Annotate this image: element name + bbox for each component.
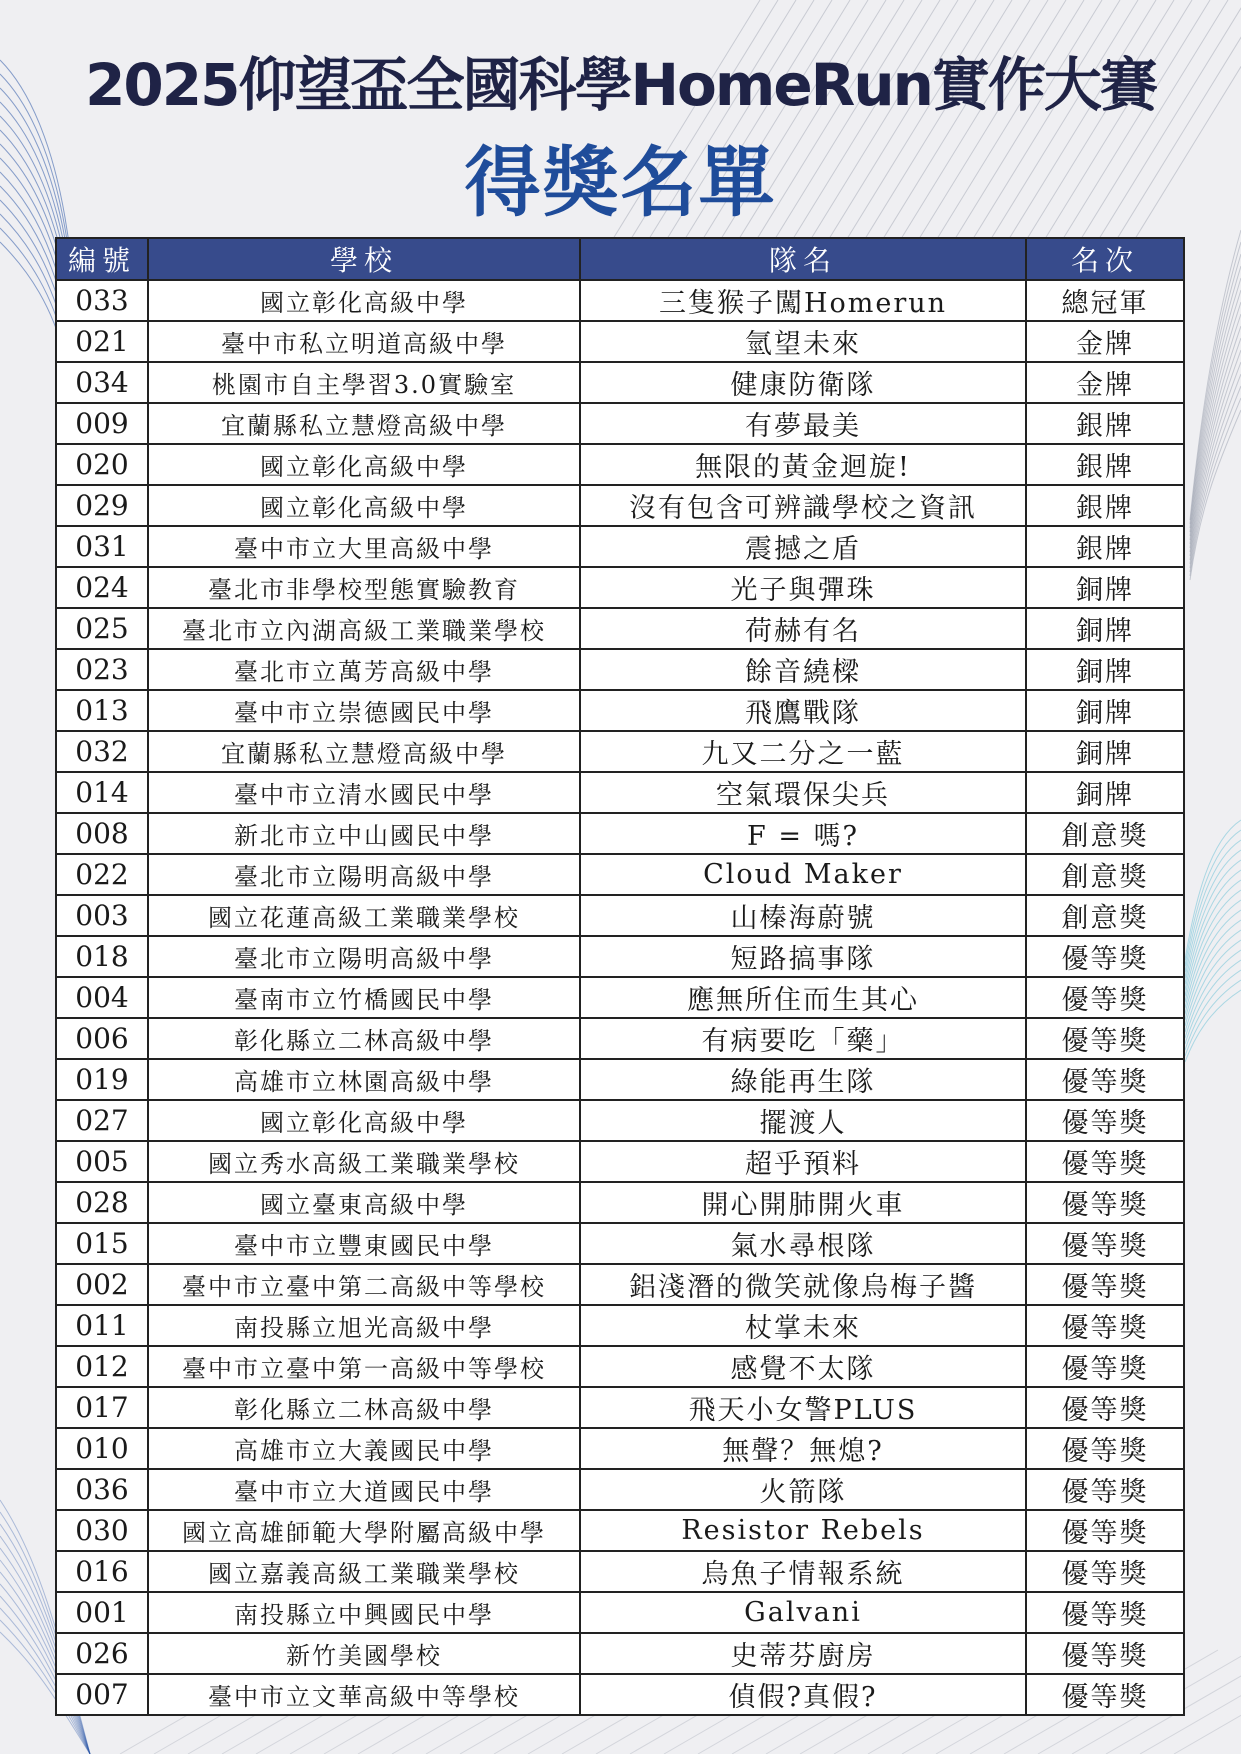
team-name: 沒有包含可辨識學校之資訊: [580, 485, 1026, 526]
school-name: 臺北市立陽明高級中學: [148, 936, 580, 977]
team-name: 超乎預料: [580, 1141, 1026, 1182]
table-row: [56, 321, 1184, 362]
header-team: 隊名: [580, 238, 1026, 280]
table-row: [56, 1592, 1184, 1633]
award-rank: 優等獎: [1026, 1141, 1184, 1182]
table-row: [56, 444, 1184, 485]
school-name: 國立花蓮高級工業職業學校: [148, 895, 580, 936]
school-name: 臺中市立臺中第二高級中等學校: [148, 1264, 580, 1305]
team-number: 007: [56, 1674, 148, 1715]
school-name: 臺北市立陽明高級中學: [148, 854, 580, 895]
team-name: 氣水尋根隊: [580, 1223, 1026, 1264]
header-number: 編號: [56, 238, 148, 280]
team-name: 史蒂芬廚房: [580, 1633, 1026, 1674]
award-rank: 優等獎: [1026, 1018, 1184, 1059]
team-number: 017: [56, 1387, 148, 1428]
awards-table-container: [55, 237, 1183, 1716]
award-rank: 總冠軍: [1026, 280, 1184, 321]
team-name: 健康防衛隊: [580, 362, 1026, 403]
school-name: 宜蘭縣私立慧燈高級中學: [148, 731, 580, 772]
table-row: [56, 485, 1184, 526]
award-rank: 優等獎: [1026, 1264, 1184, 1305]
team-number: 024: [56, 567, 148, 608]
school-name: 高雄市立大義國民中學: [148, 1428, 580, 1469]
award-rank: 優等獎: [1026, 1346, 1184, 1387]
awards-table: [55, 237, 1185, 1716]
table-row: [56, 608, 1184, 649]
page-title: 2025仰望盃全國科學HomeRun實作大賽: [85, 51, 1156, 119]
school-name: 南投縣立旭光高級中學: [148, 1305, 580, 1346]
table-row: [56, 731, 1184, 772]
team-name: 震撼之盾: [580, 526, 1026, 567]
award-rank: 銅牌: [1026, 731, 1184, 772]
award-rank: 優等獎: [1026, 977, 1184, 1018]
award-rank: 銀牌: [1026, 485, 1184, 526]
award-rank: 銀牌: [1026, 403, 1184, 444]
team-name: 九又二分之一藍: [580, 731, 1026, 772]
team-name: 應無所住而生其心: [580, 977, 1026, 1018]
team-number: 025: [56, 608, 148, 649]
header-rank: 名次: [1026, 238, 1184, 280]
table-row: [56, 1346, 1184, 1387]
team-number: 005: [56, 1141, 148, 1182]
team-number: 020: [56, 444, 148, 485]
team-number: 011: [56, 1305, 148, 1346]
team-name: 三隻猴子闖Homerun: [580, 280, 1026, 321]
table-row: [56, 1387, 1184, 1428]
team-number: 023: [56, 649, 148, 690]
team-number: 021: [56, 321, 148, 362]
team-number: 031: [56, 526, 148, 567]
award-rank: 銅牌: [1026, 772, 1184, 813]
table-row: [56, 649, 1184, 690]
award-rank: 優等獎: [1026, 1510, 1184, 1551]
team-name: 山榛海蔚號: [580, 895, 1026, 936]
team-number: 010: [56, 1428, 148, 1469]
table-row: [56, 936, 1184, 977]
team-number: 001: [56, 1592, 148, 1633]
team-name: Resistor Rebels: [580, 1510, 1026, 1551]
table-row: [56, 526, 1184, 567]
award-rank: 金牌: [1026, 321, 1184, 362]
award-rank: 銅牌: [1026, 649, 1184, 690]
team-name: 鋁淺潛的微笑就像烏梅子醬: [580, 1264, 1026, 1305]
table-row: [56, 1469, 1184, 1510]
school-name: 彰化縣立二林高級中學: [148, 1387, 580, 1428]
award-rank: 優等獎: [1026, 1428, 1184, 1469]
school-name: 臺中市立崇德國民中學: [148, 690, 580, 731]
table-row: [56, 977, 1184, 1018]
table-row: [56, 1428, 1184, 1469]
school-name: 國立高雄師範大學附屬高級中學: [148, 1510, 580, 1551]
award-rank: 優等獎: [1026, 1387, 1184, 1428]
team-name: F = 嗎?: [580, 813, 1026, 854]
table-row: [56, 1633, 1184, 1674]
team-name: 餘音繞樑: [580, 649, 1026, 690]
school-name: 宜蘭縣私立慧燈高級中學: [148, 403, 580, 444]
award-rank: 銀牌: [1026, 444, 1184, 485]
award-rank: 優等獎: [1026, 1592, 1184, 1633]
award-rank: 優等獎: [1026, 1305, 1184, 1346]
award-rank: 優等獎: [1026, 1182, 1184, 1223]
table-row: [56, 1100, 1184, 1141]
team-name: 擺渡人: [580, 1100, 1026, 1141]
school-name: 臺北市立內湖高級工業職業學校: [148, 608, 580, 649]
school-name: 臺中市立大道國民中學: [148, 1469, 580, 1510]
school-name: 國立彰化高級中學: [148, 1100, 580, 1141]
team-number: 022: [56, 854, 148, 895]
table-row: [56, 895, 1184, 936]
team-number: 026: [56, 1633, 148, 1674]
award-rank: 銅牌: [1026, 608, 1184, 649]
team-name: 空氣環保尖兵: [580, 772, 1026, 813]
table-row: [56, 1182, 1184, 1223]
team-number: 036: [56, 1469, 148, 1510]
team-number: 012: [56, 1346, 148, 1387]
team-name: 短路搞事隊: [580, 936, 1026, 977]
award-rank: 金牌: [1026, 362, 1184, 403]
table-row: [56, 280, 1184, 321]
award-rank: 優等獎: [1026, 1223, 1184, 1264]
table-row: [56, 1141, 1184, 1182]
team-name: 有病要吃「藥」: [580, 1018, 1026, 1059]
school-name: 臺北市非學校型態實驗教育: [148, 567, 580, 608]
table-row: [56, 1059, 1184, 1100]
award-rank: 創意獎: [1026, 895, 1184, 936]
school-name: 新北市立中山國民中學: [148, 813, 580, 854]
team-number: 034: [56, 362, 148, 403]
school-name: 南投縣立中興國民中學: [148, 1592, 580, 1633]
school-name: 高雄市立林園高級中學: [148, 1059, 580, 1100]
team-number: 019: [56, 1059, 148, 1100]
school-name: 臺中市立文華高級中等學校: [148, 1674, 580, 1715]
table-row: [56, 362, 1184, 403]
team-name: 飛鷹戰隊: [580, 690, 1026, 731]
team-number: 014: [56, 772, 148, 813]
team-number: 009: [56, 403, 148, 444]
team-name: 開心開肺開火車: [580, 1182, 1026, 1223]
school-name: 國立彰化高級中學: [148, 485, 580, 526]
table-row: [56, 854, 1184, 895]
school-name: 國立彰化高級中學: [148, 280, 580, 321]
team-number: 016: [56, 1551, 148, 1592]
team-number: 008: [56, 813, 148, 854]
team-number: 003: [56, 895, 148, 936]
page-subtitle: 得獎名單: [464, 138, 777, 227]
team-name: 無限的黃金迴旋!: [580, 444, 1026, 485]
award-rank: 優等獎: [1026, 1059, 1184, 1100]
team-number: 032: [56, 731, 148, 772]
team-number: 033: [56, 280, 148, 321]
school-name: 新竹美國學校: [148, 1633, 580, 1674]
table-row: [56, 567, 1184, 608]
school-name: 臺北市立萬芳高級中學: [148, 649, 580, 690]
team-number: 002: [56, 1264, 148, 1305]
school-name: 國立嘉義高級工業職業學校: [148, 1551, 580, 1592]
table-row: [56, 1305, 1184, 1346]
team-number: 029: [56, 485, 148, 526]
team-number: 030: [56, 1510, 148, 1551]
team-number: 028: [56, 1182, 148, 1223]
team-name: 光子與彈珠: [580, 567, 1026, 608]
team-name: 感覺不太隊: [580, 1346, 1026, 1387]
table-row: [56, 1510, 1184, 1551]
table-row: [56, 690, 1184, 731]
school-name: 國立秀水高級工業職業學校: [148, 1141, 580, 1182]
table-body: [56, 280, 1184, 1715]
school-name: 臺中市私立明道高級中學: [148, 321, 580, 362]
school-name: 臺中市立大里高級中學: [148, 526, 580, 567]
header-school: 學校: [148, 238, 580, 280]
award-rank: 優等獎: [1026, 936, 1184, 977]
team-name: 氫望未來: [580, 321, 1026, 362]
team-name: 飛天小女警PLUS: [580, 1387, 1026, 1428]
school-name: 臺中市立臺中第一高級中等學校: [148, 1346, 580, 1387]
school-name: 臺中市立清水國民中學: [148, 772, 580, 813]
team-number: 018: [56, 936, 148, 977]
table-header-row: [56, 238, 1184, 280]
team-name: 偵假?真假?: [580, 1674, 1026, 1715]
school-name: 臺中市立豐東國民中學: [148, 1223, 580, 1264]
table-row: [56, 1223, 1184, 1264]
award-rank: 優等獎: [1026, 1551, 1184, 1592]
school-name: 國立臺東高級中學: [148, 1182, 580, 1223]
table-row: [56, 1018, 1184, 1059]
award-rank: 優等獎: [1026, 1633, 1184, 1674]
school-name: 桃園市自主學習3.0實驗室: [148, 362, 580, 403]
team-name: Cloud Maker: [580, 854, 1026, 895]
team-name: Galvani: [580, 1592, 1026, 1633]
team-number: 015: [56, 1223, 148, 1264]
award-rank: 優等獎: [1026, 1100, 1184, 1141]
award-rank: 創意獎: [1026, 854, 1184, 895]
table-row: [56, 813, 1184, 854]
team-name: 無聲？無熄?: [580, 1428, 1026, 1469]
school-name: 彰化縣立二林高級中學: [148, 1018, 580, 1059]
team-name: 有夢最美: [580, 403, 1026, 444]
award-rank: 銅牌: [1026, 690, 1184, 731]
school-name: 國立彰化高級中學: [148, 444, 580, 485]
team-number: 027: [56, 1100, 148, 1141]
team-name: 火箭隊: [580, 1469, 1026, 1510]
team-number: 004: [56, 977, 148, 1018]
award-rank: 銅牌: [1026, 567, 1184, 608]
award-rank: 優等獎: [1026, 1469, 1184, 1510]
award-rank: 創意獎: [1026, 813, 1184, 854]
award-rank: 銀牌: [1026, 526, 1184, 567]
table-row: [56, 403, 1184, 444]
table-row: [56, 1264, 1184, 1305]
table-row: [56, 772, 1184, 813]
award-rank: 優等獎: [1026, 1674, 1184, 1715]
table-row: [56, 1551, 1184, 1592]
team-name: 荷赫有名: [580, 608, 1026, 649]
school-name: 臺南市立竹橋國民中學: [148, 977, 580, 1018]
table-row: [56, 1674, 1184, 1715]
team-name: 綠能再生隊: [580, 1059, 1026, 1100]
team-name: 烏魚子情報系統: [580, 1551, 1026, 1592]
team-name: 杖掌未來: [580, 1305, 1026, 1346]
team-number: 006: [56, 1018, 148, 1059]
team-number: 013: [56, 690, 148, 731]
